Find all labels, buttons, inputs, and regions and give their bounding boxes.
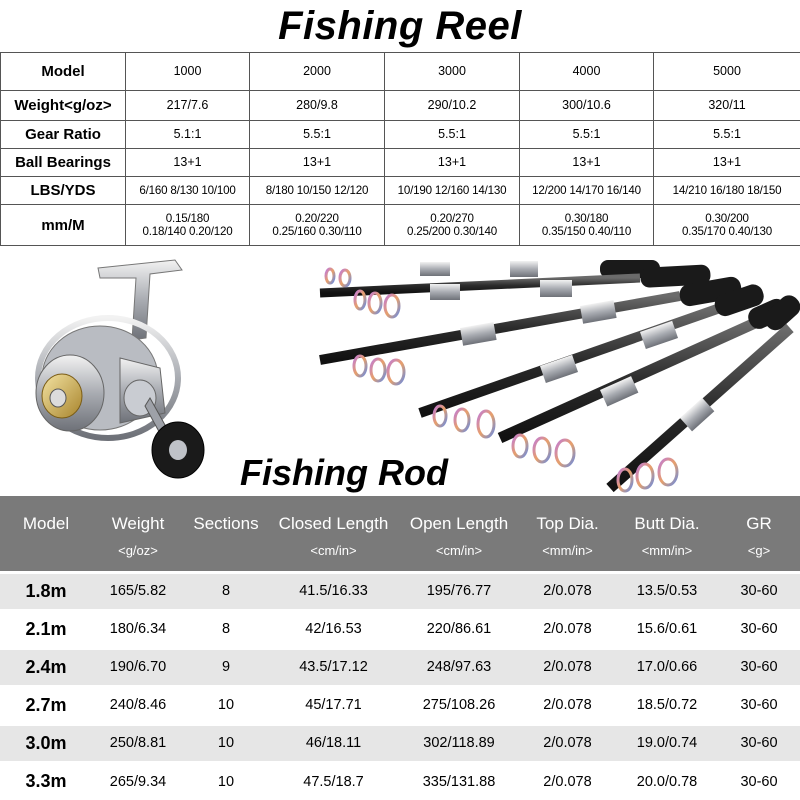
rod-cell-open-length: 220/86.61 [399,610,519,648]
mm-line-2: 0.18/140 0.20/120 [142,225,233,238]
rod-table-row [0,762,800,800]
rod-cell-sections: 8 [184,610,268,648]
rod-table-row [0,610,800,648]
row-label: Gear Ratio [1,121,126,149]
reel-lbs-cell: 8/180 10/150 12/120 [250,177,385,205]
reel-row-ball-bearings [1,149,800,177]
row-label: mm/M [1,205,126,246]
reel-mm-cell [126,205,250,246]
rod-cell-sections: 9 [184,648,268,686]
rod-title: Fishing Rod [240,452,448,493]
rod-cell-weight: 180/6.34 [92,610,184,648]
reel-weight-cell: 290/10.2 [385,91,520,121]
reel-spec-table [0,52,800,246]
reel-row-weight [1,91,800,121]
rod-cell-open-length: 248/97.63 [399,648,519,686]
rod-cell-open-length: 275/108.26 [399,686,519,724]
rod-cell-model: 2.7m [0,686,92,724]
rod-cell-model: 2.4m [0,648,92,686]
rod-header-row [0,496,800,572]
rod-cell-weight: 165/5.82 [92,572,184,610]
mm-line-1: 0.15/180 [165,212,210,225]
mm-line-2: 0.35/170 0.40/130 [681,225,773,238]
reel-mm-cell [385,205,520,246]
rod-cell-sections: 10 [184,724,268,762]
rod-cell-gr: 30-60 [718,610,800,648]
rod-cell-open-length: 335/131.88 [399,762,519,800]
reel-row-gear-ratio [1,121,800,149]
row-label: Weight<g/oz> [1,91,126,121]
rod-cell-sections: 10 [184,762,268,800]
reel-model-cell: 3000 [385,53,520,91]
rod-cell-butt-dia: 13.5/0.53 [616,572,718,610]
rod-header-model: Model [0,496,92,572]
rod-cell-closed-length: 46/18.11 [268,724,399,762]
reel-lbs-cell: 10/190 12/160 14/130 [385,177,520,205]
reel-weight-cell: 300/10.6 [520,91,654,121]
rod-cell-closed-length: 43.5/17.12 [268,648,399,686]
rod-cell-butt-dia: 19.0/0.74 [616,724,718,762]
reel-row-mm-m [1,205,800,246]
reel-mm-cell [654,205,800,246]
rod-cell-butt-dia: 15.6/0.61 [616,610,718,648]
reel-row-model [1,53,800,91]
reel-title: Fishing Reel [278,4,522,48]
reel-gear-cell: 5.1:1 [126,121,250,149]
mm-line-1: 0.20/270 [430,212,474,225]
reel-lbs-cell: 6/160 8/130 10/100 [126,177,250,205]
reel-model-cell: 4000 [520,53,654,91]
rod-cell-weight: 250/8.81 [92,724,184,762]
rod-header-top-dia: Top Dia. <mm/in> [519,496,616,572]
rod-cell-closed-length: 47.5/18.7 [268,762,399,800]
spinning-reel-image [36,260,204,478]
rod-cell-gr: 30-60 [718,724,800,762]
reel-mm-cell [520,205,654,246]
rod-cell-closed-length: 45/17.71 [268,686,399,724]
rod-table-row [0,724,800,762]
rod-cell-model: 3.3m [0,762,92,800]
rod-header-gr: GR <g> [718,496,800,572]
reel-mm-cell [250,205,385,246]
rod-cell-weight: 190/6.70 [92,648,184,686]
rod-cell-model: 3.0m [0,724,92,762]
rod-header-weight: Weight <g/oz> [92,496,184,572]
rod-header-butt-dia: Butt Dia. <mm/in> [616,496,718,572]
rod-cell-weight: 240/8.46 [92,686,184,724]
rod-cell-top-dia: 2/0.078 [519,572,616,610]
rod-cell-top-dia: 2/0.078 [519,648,616,686]
reel-bearing-cell: 13+1 [654,149,800,177]
rod-cell-gr: 30-60 [718,572,800,610]
mm-line-1: 0.20/220 [295,212,339,225]
mm-line-1: 0.30/180 [564,212,609,225]
reel-gear-cell: 5.5:1 [520,121,654,149]
rod-cell-gr: 30-60 [718,648,800,686]
reel-gear-cell: 5.5:1 [250,121,385,149]
rod-cell-sections: 8 [184,572,268,610]
reel-bearing-cell: 13+1 [250,149,385,177]
mm-line-2: 0.25/160 0.30/110 [272,225,362,238]
rod-cell-gr: 30-60 [718,686,800,724]
reel-lbs-cell: 12/200 14/170 16/140 [520,177,654,205]
rod-cell-closed-length: 42/16.53 [268,610,399,648]
reel-model-cell: 5000 [654,53,800,91]
row-label: Model [1,53,126,91]
reel-gear-cell: 5.5:1 [385,121,520,149]
rod-cell-sections: 10 [184,686,268,724]
reel-model-cell: 1000 [126,53,250,91]
reel-weight-cell: 217/7.6 [126,91,250,121]
rod-table-row [0,572,800,610]
rod-cell-butt-dia: 17.0/0.66 [616,648,718,686]
rod-header-closed-length: Closed Length <cm/in> [268,496,399,572]
reel-bearing-cell: 13+1 [126,149,250,177]
row-label: LBS/YDS [1,177,126,205]
rod-cell-top-dia: 2/0.078 [519,686,616,724]
rod-cell-weight: 265/9.34 [92,762,184,800]
rod-cell-open-length: 302/118.89 [399,724,519,762]
rod-cell-closed-length: 41.5/16.33 [268,572,399,610]
rod-cell-top-dia: 2/0.078 [519,724,616,762]
mm-line-1: 0.30/200 [705,212,749,225]
rod-header-sections: Sections [184,496,268,572]
rod-header-open-length: Open Length <cm/in> [399,496,519,572]
rod-cell-gr: 30-60 [718,762,800,800]
reel-bearing-cell: 13+1 [520,149,654,177]
reel-weight-cell: 280/9.8 [250,91,385,121]
reel-model-cell: 2000 [250,53,385,91]
rod-cell-open-length: 195/76.77 [399,572,519,610]
mm-line-2: 0.25/200 0.30/140 [406,225,498,238]
reel-row-lbs-yds [1,177,800,205]
row-label: Ball Bearings [1,149,126,177]
reel-gear-cell: 5.5:1 [654,121,800,149]
rod-cell-model: 1.8m [0,572,92,610]
rod-cell-butt-dia: 20.0/0.78 [616,762,718,800]
rod-table-row [0,686,800,724]
reel-lbs-cell: 14/210 16/180 18/150 [654,177,800,205]
rod-cell-butt-dia: 18.5/0.72 [616,686,718,724]
rod-cell-top-dia: 2/0.078 [519,762,616,800]
rod-cell-model: 2.1m [0,610,92,648]
reel-weight-cell: 320/11 [654,91,800,121]
rod-spec-table [0,496,800,800]
rod-cell-top-dia: 2/0.078 [519,610,616,648]
rod-table-row [0,648,800,686]
reel-bearing-cell: 13+1 [385,149,520,177]
mm-line-2: 0.35/150 0.40/110 [541,225,632,238]
